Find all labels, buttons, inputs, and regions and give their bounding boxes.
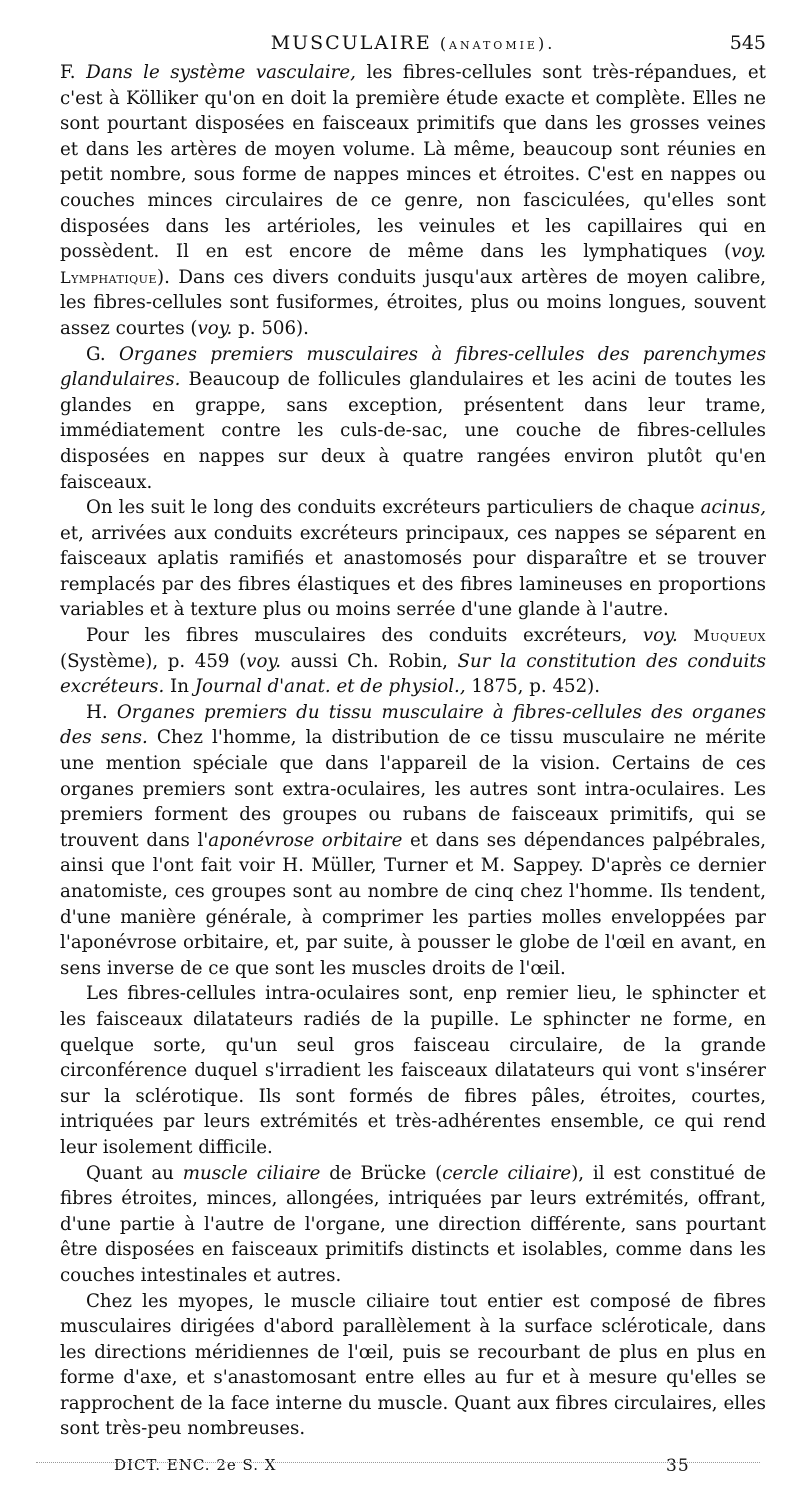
section-heading-g: Organes premiers musculaires à fibres-cellules des parenchymes glandulaires. <box>60 343 766 391</box>
header-title-main: MUSCULAIRE <box>270 32 432 54</box>
italic-term: muscle ciliaire <box>182 1162 321 1184</box>
section-heading-h: Organes premiers du tissu musculaire à fibres-cellules des organes des sens. <box>60 701 766 749</box>
section-letter-g: G. <box>86 343 119 365</box>
italic-term: acinus, <box>700 497 766 519</box>
italic-term: aponévrose orbitaire <box>208 829 403 851</box>
paragraph-ciliary-muscle <box>60 1161 766 1289</box>
cross-reference: voy. <box>197 317 233 339</box>
cross-reference-entry: Lymphatique <box>60 267 157 287</box>
paragraph-text <box>678 625 694 646</box>
cross-reference-entry: Muqueux <box>693 626 766 646</box>
running-header <box>60 30 766 60</box>
paragraph-text: de Brücke ( <box>320 1162 443 1184</box>
gathering-number: 35 <box>666 1456 690 1477</box>
section-letter-h: H. <box>86 701 117 723</box>
italic-term: cercle ciliaire <box>442 1162 572 1184</box>
paragraph-text: On les suit le long des conduits excréteurs particuliers de chaque <box>86 497 701 519</box>
paragraph-muscular-fibres-reference <box>60 623 766 700</box>
running-title <box>60 32 766 54</box>
paragraph-text: ). Dans ces divers conduits jusqu'aux artères de moyen calibre, les fibres-cellules sont fusiformes, étroites, plus ou moins longues, souvent assez courtes ( <box>60 266 766 339</box>
printer-signature: DICT. ENC. 2e S. X <box>114 1456 277 1475</box>
cross-reference: voy. <box>731 241 766 263</box>
paragraph-intra-ocular-fibres <box>60 981 766 1160</box>
paragraph-text: In <box>164 676 195 698</box>
section-heading-f: Dans le système vasculaire, <box>86 62 356 83</box>
paragraph-text: 1875, p. 452). <box>465 676 601 698</box>
paragraph-g-glandular-parenchyma <box>60 342 766 496</box>
paragraph-text: p. 506). <box>232 317 309 339</box>
paragraph-text: Chez les myopes, le muscle ciliaire tout entier est composé de fibres musculaires dirigées d'abord parallèlement à la surface scléroticale, dans les directions méridiennes de l'œil, puis se recourbant de plus en plus en forme d'axe, et s'anastomosant entre elles au fur et à mesure qu'elles se rapprochent de la face interne du muscle. Quant aux fibres circulaires, elles sont très-peu nombreuses. <box>60 1290 766 1440</box>
section-letter-f: F. <box>60 62 87 83</box>
header-title-paren: (anatomie). <box>439 34 556 53</box>
cited-journal-title: Journal d'anat. et de physiol., <box>194 676 466 698</box>
cross-reference: voy. <box>642 625 678 647</box>
paragraph-text: Beaucoup de follicules glandulaires et les acini de toutes les glandes en grappe, sans exception, présentent dans leur trame, immédiatement contre les culs-de-sac, une couche de fibres-cellules disposées en nappes sur deux à quatre rangées environ plutôt qu'en faisceaux. <box>60 369 766 493</box>
paragraph-myopes <box>60 1289 766 1443</box>
paragraph-text: aussi Ch. Robin, <box>281 650 458 672</box>
paragraph-text: Les fibres-cellules intra-oculaires sont, enp remier lieu, le sphincter et les faisceaux dilatateurs radiés de la pupille. Le sphincter ne forme, en quelque sorte, qu'un seul gros faisceau circulaire, de la grande circonférence duquel s'irradient les faisceaux dilatateurs qui vont s'insérer sur la sclérotique. Ils sont formés de fibres pâles, étroites, courtes, intriquées par leurs extrémités et très-adhérentes ensemble, ce qui rend leur isolement difficile. <box>60 983 766 1158</box>
page-footer <box>60 1456 766 1482</box>
paragraph-h-sense-organs <box>60 700 766 982</box>
page-number: 545 <box>729 32 766 54</box>
paragraph-f-vascular-system <box>60 60 766 342</box>
paragraph-text: ), il est constitué de fibres étroites, minces, allongées, intriquées par leurs extrémités, offrant, d'une partie à l'autre de l'organe, une direction différente, sans pourtant être disposées en faisceaux primitifs distincts et isolables, comme dans les couches intestinales et autres. <box>60 1162 766 1286</box>
paragraph-text: les fibres-cellules sont très-répandues, et c'est à Kölliker qu'on en doit la première étude exacte et complète. Elles ne sont pourtant disposées en faisceaux primitifs que dans les grosses veines et dans les artères de moyen volume. Là même, beaucoup sont réunies en petit nombre, sous forme de nappes minces et étroites. C'est en nappes ou couches minces circulaires de ce genre, non fasciculées, qu'elles sont disposées dans les artérioles, les veinules et les capillaires qui en possèdent. Il en est encore de même dans les lymphatiques ( <box>60 62 766 263</box>
paragraph-text: Quant au <box>86 1162 183 1184</box>
paragraph-excretory-ducts <box>60 495 766 623</box>
article-body <box>60 60 766 1442</box>
paragraph-text: Chez l'homme, la distribution de ce tissu musculaire ne mérite une mention spéciale que dans l'appareil de la vision. Certains de ces organes premiers sont extra-oculaires, les autres sont intra-oculaires. Les premiers forment des groupes ou rubans de faisceaux primitifs, qui se trouvent dans l' <box>60 727 766 851</box>
paragraph-text: et dans ses dépendances palpébrales, ainsi que l'ont fait voir H. Müller, Turner et M. Sappey. D'après ce dernier anatomiste, ces groupes sont au nombre de cinq chez l'homme. Ils tendent, d'une manière générale, à comprimer les parties molles enveloppées par l'aponévrose orbitaire, et, par suite, à pousser le globe de l'œil en avant, en sens inverse de ce que sont les muscles droits de l'œil. <box>60 829 766 979</box>
paragraph-text: et, arrivées aux conduits excréteurs principaux, ces nappes se séparent en faisceaux aplatis ramifiés et anastomosés pour disparaître et se trouver remplacés par des fibres élastiques et des fibres lamineuses en proportions variables et à texture plus ou moins serrée d'une glande à l'autre. <box>60 522 766 621</box>
paragraph-text: Pour les fibres musculaires des conduits excréteurs, <box>86 625 643 647</box>
cited-work-title: Sur la constitution des conduits excréteurs. <box>60 650 766 698</box>
paragraph-text: (Système), p. 459 ( <box>60 650 247 672</box>
scan-edge-dots <box>36 1462 760 1463</box>
cross-reference: voy. <box>246 650 282 672</box>
